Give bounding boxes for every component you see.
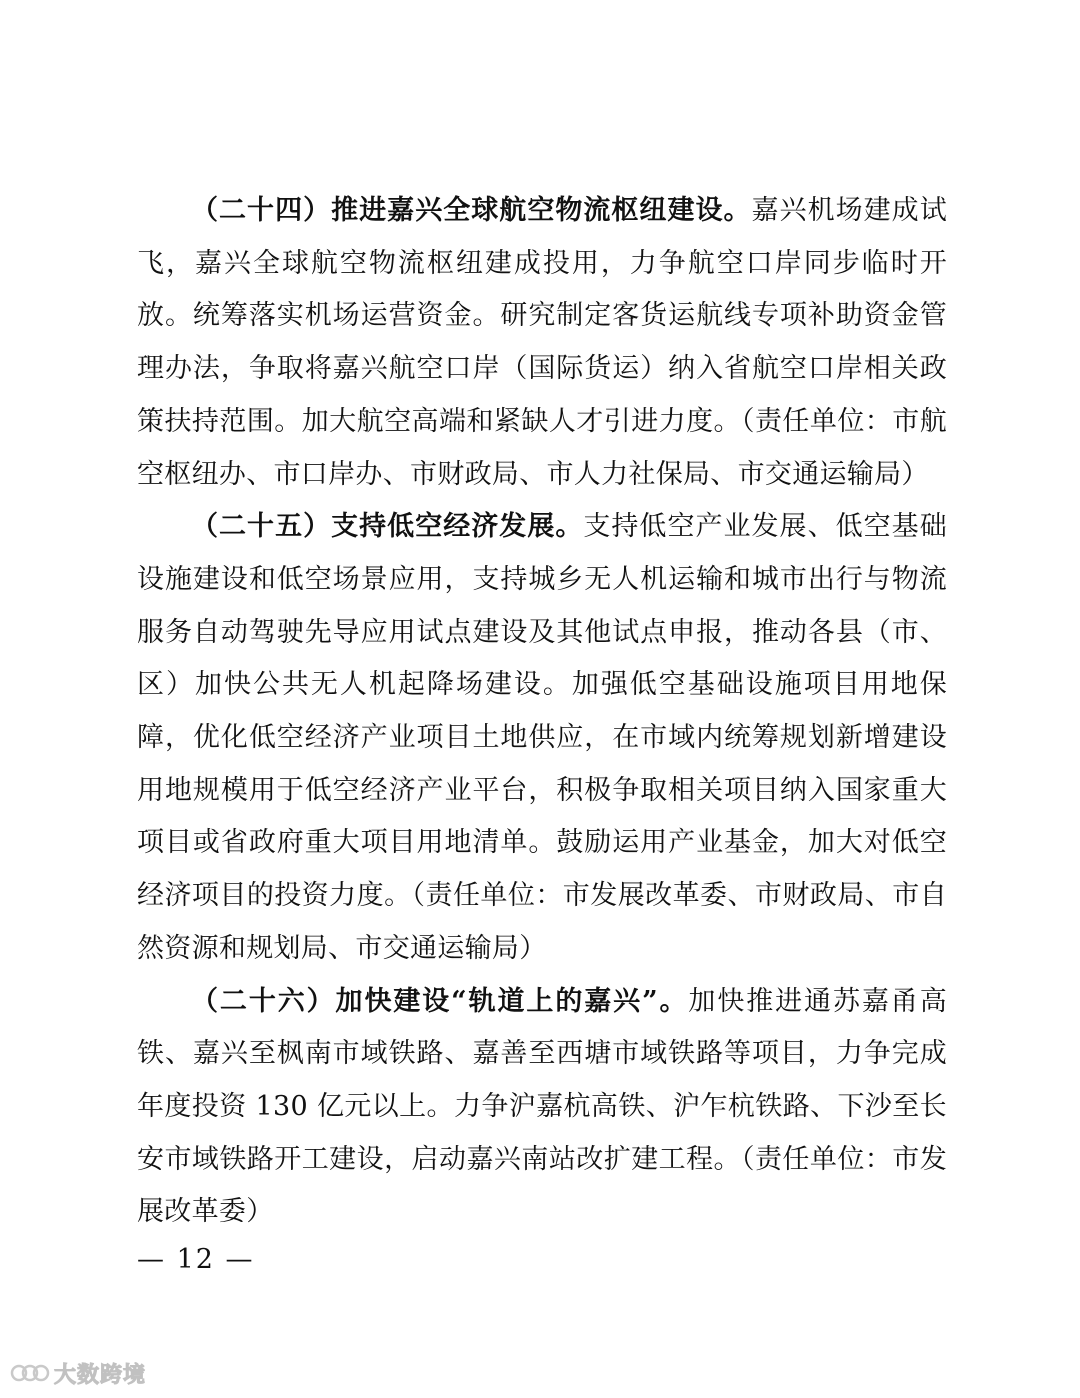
section-heading-25: （二十五）支持低空经济发展。 <box>191 511 584 543</box>
watermark-text: 大数跨境 <box>54 1362 147 1388</box>
paragraph-26-body: 加快推进通苏嘉甬高铁、嘉兴至枫南市域铁路、嘉善至西塘市域铁路等项目，力争完成年度投资 130 亿元以上。力争沪嘉杭高铁、沪乍杭铁路、下沙至长安市域铁路开工建设，启动嘉兴南站改扩建工程。（责任单位：市发展改革委） <box>137 985 947 1228</box>
paragraph-24-body: 嘉兴机场建成试飞，嘉兴全球航空物流枢纽建成投用，力争航空口岸同步临时开放。统筹落实机场运营资金。研究制定客货运航线专项补助资金管理办法，争取将嘉兴航空口岸（国际货运）纳入省航空口岸相关政策扶持范围。加大航空高端和紧缺人才引进力度。（责任单位：市航空枢纽办、市口岸办、市财政局、市人力社保局、市交通运输局） <box>137 195 947 490</box>
page-number: — 12 — <box>137 1244 255 1275</box>
watermark <box>10 1356 146 1390</box>
section-heading-26: （二十六）加快建设“轨道上的嘉兴”。 <box>191 985 689 1017</box>
paragraph-26 <box>137 976 947 1240</box>
paragraph-25 <box>137 501 947 975</box>
paragraph-25-body: 支持低空产业发展、低空基础设施建设和低空场景应用，支持城乡无人机运输和城市出行与物流服务自动驾驶先导应用试点建设及其他试点申报，推动各县（市、区）加快公共无人机起降场建设。加强低空基础设施项目用地保障，优化低空经济产业项目土地供应，在市域内统筹规划新增建设用地规模用于低空经济产业平台，积极争取相关项目纳入国家重大项目或省政府重大项目用地清单。鼓励运用产业基金，加大对低空经济项目的投资力度。（责任单位：市发展改革委、市财政局、市自然资源和规划局、市交通运输局） <box>137 511 947 964</box>
section-heading-24: （二十四）推进嘉兴全球航空物流枢纽建设。 <box>191 195 752 226</box>
document-body <box>137 185 947 1239</box>
brand-logo-icon <box>10 1360 50 1386</box>
paragraph-24 <box>137 185 947 501</box>
